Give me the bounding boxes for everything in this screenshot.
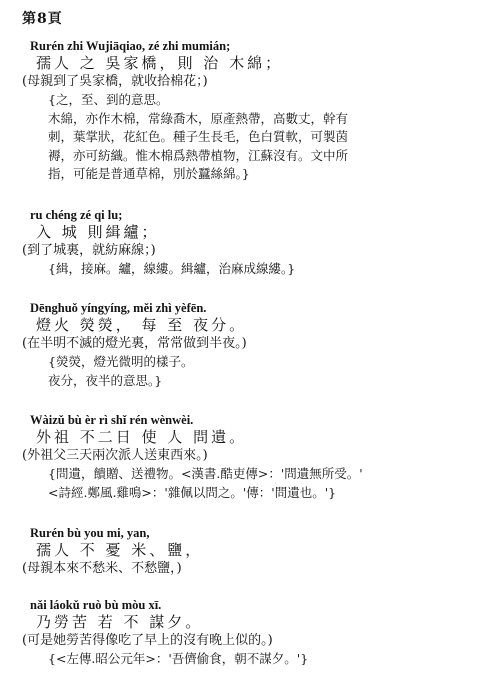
- chinese-text: 孺人 不 憂 米、鹽，: [36, 541, 204, 559]
- translation: (外祖父三天兩次派人送東西來。): [22, 448, 208, 463]
- translation: (母親本來不愁米、不愁鹽，): [22, 561, 182, 576]
- entry-4: [0, 412, 500, 502]
- pinyin-line: nǎi láokǔ ruò bù mòu xī.: [30, 598, 162, 612]
- annotation-note: {<左傳.昭公元年>：'吾儕偷食，朝不謀夕。'}: [48, 651, 309, 666]
- pinyin-line: Rurén zhi Wujiāqiao, zé zhi mumián;: [30, 39, 231, 53]
- chinese-text: 外祖 不二日 使 人 問遺。: [36, 428, 248, 446]
- chinese-text: 孺人 之 吳家橋，則 治 木綿；: [36, 54, 284, 72]
- entry-1: [0, 38, 500, 184]
- entry-2: [0, 207, 500, 279]
- translation: (在半明不滅的燈光裏，常常做到半夜。): [22, 336, 247, 351]
- entry-3: [0, 300, 500, 390]
- pinyin-line: ru chéng zé qi lu;: [30, 208, 123, 222]
- annotation-note: {問遺，饋贈、送禮物。<漢書.酷吏傳>：'問遺無所受。' <詩經.鄭風.雞鳴>：'雜佩以問之。'傳：'問遺也。'}: [48, 466, 363, 500]
- annotation-note: {之，至、到的意思。 木綿，亦作木棉，常綠喬木，原產熱帶，高數丈，幹有 刺，葉掌狀，花紅色。種子生長毛，色白質軟，可製茵 褥，亦可紡織。惟木棉爲熱帶植物，江蘇沒有。文中所 指，可能是普通草棉，別於蠶絲綿。}: [48, 92, 349, 181]
- pinyin-line: Dēnghuǒ yíngyíng, měi zhì yèfēn.: [30, 301, 207, 315]
- chinese-text: 入 城 則緝纑；: [36, 223, 160, 241]
- pinyin-line: Wàizǔ bù èr rì shǐ rén wènwèi.: [30, 413, 194, 427]
- chinese-text: 乃勞苦 若 不 謀夕。: [36, 613, 204, 631]
- entry-5: [0, 525, 500, 578]
- translation: (到了城裏，就紡麻線；): [22, 243, 156, 258]
- page-label: 第8頁: [22, 11, 63, 27]
- translation: (可是她勞苦得像吃了早上的沒有晚上似的。): [22, 633, 273, 648]
- entry-6: [0, 597, 500, 669]
- annotation-note: {緝，接麻。纑，線縷。緝纑，治麻成線縷。}: [48, 261, 296, 276]
- translation: (母親到了吳家橋，就收拾棉花；): [22, 74, 208, 89]
- chinese-text: 燈火 熒熒， 每 至 夜分。: [36, 316, 248, 334]
- annotation-note: {熒熒，燈光微明的樣子。 夜分，夜半的意思。}: [48, 354, 194, 388]
- pinyin-line: Rurén bù you mi, yan,: [30, 526, 150, 540]
